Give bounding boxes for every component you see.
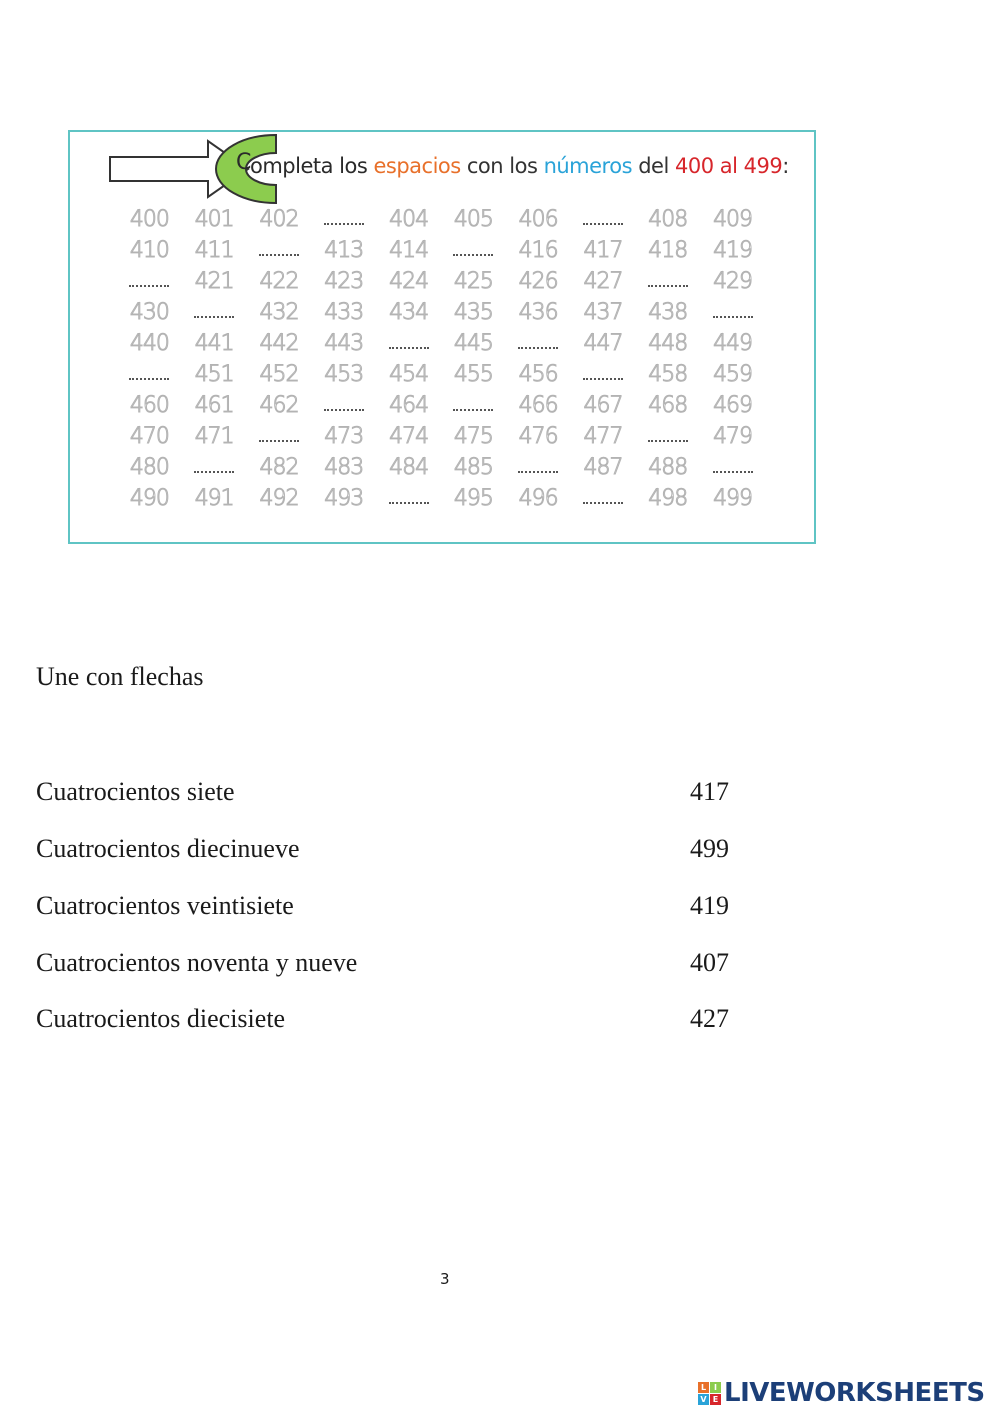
blank-input[interactable] (700, 452, 765, 483)
match-word[interactable]: Cuatrocientos siete (36, 777, 235, 806)
grid-number: 488 (648, 455, 688, 480)
grid-number: 461 (194, 393, 234, 418)
grid-number: 492 (259, 486, 299, 511)
grid-number: 451 (194, 362, 234, 387)
grid-number: 406 (518, 207, 558, 232)
grid-number: 480 (129, 455, 169, 480)
grid-number: 422 (259, 269, 299, 294)
match-number[interactable]: 499 (690, 834, 729, 863)
grid-number: 408 (648, 207, 688, 232)
match-word[interactable]: Cuatrocientos veintisiete (36, 891, 294, 920)
grid-number: 476 (518, 424, 558, 449)
grid-number: 496 (518, 486, 558, 511)
brand-name: LIVEWORKSHEETS (724, 1378, 985, 1408)
blank-input[interactable] (117, 359, 182, 390)
instruction-text: ompleta los espacios con los números del 400 al 499: (250, 154, 789, 178)
grid-number: 411 (194, 238, 234, 263)
grid-number: 434 (389, 300, 429, 325)
grid-number: 417 (583, 238, 623, 263)
grid-number: 437 (583, 300, 623, 325)
grid-number: 475 (453, 424, 493, 449)
grid-number: 447 (583, 331, 623, 356)
blank-input[interactable] (247, 421, 312, 452)
blank-input[interactable] (571, 483, 636, 514)
grid-number: 499 (713, 486, 753, 511)
grid-number: 442 (259, 331, 299, 356)
match-number[interactable]: 419 (690, 891, 729, 920)
grid-number: 410 (129, 238, 169, 263)
grid-number: 402 (259, 207, 299, 232)
grid-number: 453 (324, 362, 364, 387)
blank-input[interactable] (247, 235, 312, 266)
grid-number: 498 (648, 486, 688, 511)
grid-number: 440 (129, 331, 169, 356)
match-row (36, 1004, 736, 1038)
blank-input[interactable] (311, 204, 376, 235)
grid-number: 490 (129, 486, 169, 511)
grid-number: 441 (194, 331, 234, 356)
grid-number: 419 (713, 238, 753, 263)
blank-input[interactable] (571, 204, 636, 235)
grid-number: 414 (389, 238, 429, 263)
grid-number: 449 (713, 331, 753, 356)
match-word[interactable]: Cuatrocientos noventa y nueve (36, 948, 358, 977)
blank-input[interactable] (506, 328, 571, 359)
match-row (36, 948, 736, 982)
grid-number: 454 (389, 362, 429, 387)
match-row (36, 891, 736, 925)
grid-number: 484 (389, 455, 429, 480)
grid-number: 435 (453, 300, 493, 325)
grid-number: 483 (324, 455, 364, 480)
grid-number: 423 (324, 269, 364, 294)
grid-number: 426 (518, 269, 558, 294)
match-number[interactable]: 417 (690, 777, 729, 806)
blank-input[interactable] (311, 390, 376, 421)
blank-input[interactable] (182, 452, 247, 483)
grid-number: 466 (518, 393, 558, 418)
match-word[interactable]: Cuatrocientos diecinueve (36, 834, 300, 863)
grid-number: 469 (713, 393, 753, 418)
match-word[interactable]: Cuatrocientos diecisiete (36, 1004, 286, 1033)
grid-number: 404 (389, 207, 429, 232)
blank-input[interactable] (635, 421, 700, 452)
grid-number: 400 (129, 207, 169, 232)
grid-number: 409 (713, 207, 753, 232)
brand-footer (698, 1378, 985, 1408)
grid-number: 471 (194, 424, 234, 449)
grid-number: 421 (194, 269, 234, 294)
grid-number: 458 (648, 362, 688, 387)
section-heading: Une con flechas (36, 662, 204, 691)
grid-number: 432 (259, 300, 299, 325)
grid-number: 456 (518, 362, 558, 387)
grid-number: 424 (389, 269, 429, 294)
grid-number: 433 (324, 300, 364, 325)
grid-number: 405 (453, 207, 493, 232)
grid-number: 485 (453, 455, 493, 480)
grid-number: 487 (583, 455, 623, 480)
blank-input[interactable] (441, 235, 506, 266)
grid-number: 460 (129, 393, 169, 418)
grid-number: 436 (518, 300, 558, 325)
page-number: 3 (440, 1270, 450, 1288)
blank-input[interactable] (441, 390, 506, 421)
instruction-c-letter: C (236, 150, 252, 175)
blank-input[interactable] (700, 297, 765, 328)
grid-number: 495 (453, 486, 493, 511)
grid-number: 474 (389, 424, 429, 449)
grid-number: 413 (324, 238, 364, 263)
grid-number: 493 (324, 486, 364, 511)
blank-input[interactable] (117, 266, 182, 297)
grid-number: 425 (453, 269, 493, 294)
blank-input[interactable] (376, 328, 441, 359)
grid-number: 448 (648, 331, 688, 356)
grid-number: 427 (583, 269, 623, 294)
grid-number: 401 (194, 207, 234, 232)
blank-input[interactable] (182, 297, 247, 328)
grid-number: 452 (259, 362, 299, 387)
liveworksheets-logo-icon: L I V E (698, 1382, 721, 1405)
match-number[interactable]: 427 (690, 1004, 729, 1033)
blank-input[interactable] (376, 483, 441, 514)
blank-input[interactable] (506, 452, 571, 483)
grid-number: 467 (583, 393, 623, 418)
grid-number: 443 (324, 331, 364, 356)
match-number[interactable]: 407 (690, 948, 729, 977)
grid-number: 470 (129, 424, 169, 449)
grid-number: 429 (713, 269, 753, 294)
grid-number: 468 (648, 393, 688, 418)
grid-number: 482 (259, 455, 299, 480)
blank-input[interactable] (571, 359, 636, 390)
grid-number: 438 (648, 300, 688, 325)
grid-number: 416 (518, 238, 558, 263)
grid-number: 430 (129, 300, 169, 325)
number-grid (117, 204, 767, 514)
grid-number: 479 (713, 424, 753, 449)
grid-number: 462 (259, 393, 299, 418)
match-row (36, 777, 736, 811)
grid-number: 459 (713, 362, 753, 387)
grid-number: 418 (648, 238, 688, 263)
grid-number: 464 (389, 393, 429, 418)
grid-number: 477 (583, 424, 623, 449)
grid-number: 473 (324, 424, 364, 449)
blank-input[interactable] (635, 266, 700, 297)
grid-number: 455 (453, 362, 493, 387)
grid-number: 491 (194, 486, 234, 511)
match-row (36, 834, 736, 868)
grid-number: 445 (453, 331, 493, 356)
